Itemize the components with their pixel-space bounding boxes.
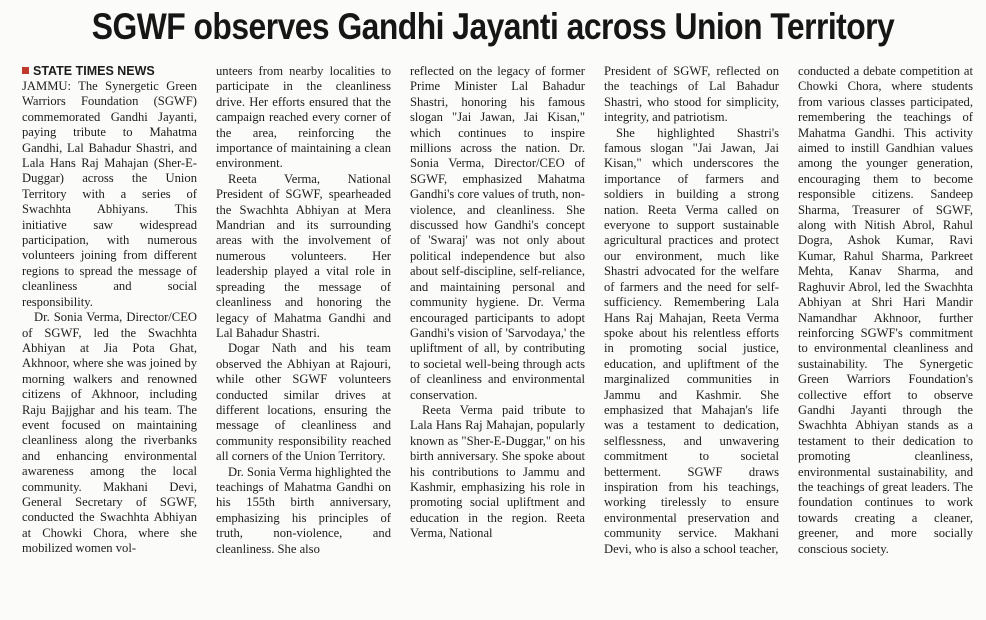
byline-square-icon [22,67,29,74]
paragraph: unteers from nearby localities to participate in the cleanliness drive. Her efforts ensured that the campaign reached every corner of the area, reinforcing the importance of maintaining a clean environment. [216,64,391,171]
paragraph: She highlighted Shastri's famous slogan "Jai Jawan, Jai Kisan," which underscores the importance of farmers and soldiers in building a strong nation. Reeta Verma called on everyone to support sustainable agricultural practices and protect our environment, much like Shastri advocated for the welfare of farmers and the need for self-sufficiency. Remembering Lala Hans Raj Mahajan, Reeta Verma spoke about his relentless efforts in promoting social justice, education, and upliftment of the marginalized communities in Jammu and Kashmir. She emphasized that Mahajan's life was a testament to dedication, selflessness, and unwavering commitment to societal betterment. SGWF draws inspiration from his teachings, working tirelessly to ensure environmental preservation and community service. Makhani Devi, who is also a school teacher, [604,125,779,556]
article-column-4 [604,64,779,616]
paragraph: reflected on the legacy of former Prime Minister Lal Bahadur Shastri, honoring his famous slogan "Jai Jawan, Jai Kisan," which continues to inspire millions across the nation. Dr. Sonia Verma, Director/CEO of SGWF, emphasized Mahatma Gandhi's core values of truth, non-violence, and cleanliness. She discussed how Gandhi's concept of 'Swaraj' was not only about political independence but also about self-discipline, self-reliance, and maintaining personal and community hygiene. Dr. Verma encouraged participants to adopt Gandhi's vision of 'Sarvodaya,' the upliftment of all, by contributing to societal well-being through acts of cleanliness and environmental conservation. [410,64,585,402]
article-column-1 [22,64,197,616]
article-column-5 [798,64,973,616]
byline [22,64,197,79]
paragraph: President of SGWF, reflected on the teachings of Lal Bahadur Shastri, who stood for simplicity, integrity, and patriotism. [604,64,779,125]
paragraph: Reeta Verma, National President of SGWF, spearheaded the Swachhta Abhiyan at Mera Mandrian and its surrounding areas with the involvement of numerous volunteers. Her leadership played a vital role in spreading the message of cleanliness and honoring the legacy of Mahatma Gandhi and Lal Bahadur Shastri. [216,171,391,340]
headline: SGWF observes Gandhi Jayanti across Union Territory [91,6,895,47]
article-column-2 [216,64,391,616]
paragraph: JAMMU: The Synergetic Green Warriors Foundation (SGWF) commemorated Gandhi Jayanti, paying tribute to Mahatma Gandhi, Lal Bahadur Shastri, and Lala Hans Raj Mahajan (Sher-E-Duggar) across the Union Territory with a series of Swachhta Abhiyans. This initiative saw widespread participation, with numerous volunteers joining from different regions to spread the message of cleanliness and social responsibility. [22,79,197,309]
paragraph: Reeta Verma paid tribute to Lala Hans Raj Mahajan, popularly known as "Sher-E-Duggar," on his birth anniversary. She spoke about his contributions to Jammu and Kashmir, emphasizing his role in promoting social upliftment and education in the region. Reeta Verma, National [410,402,585,541]
article-body [22,64,976,616]
paragraph: conducted a debate competition at Chowki Chora, where students from various classes participated, remembering the teachings of Mahatma Gandhi. This activity aimed to instill Gandhian values among the younger generation, encouraging them to become responsible citizens. Sandeep Sharma, Treasurer of SGWF, along with Nitish Abrol, Rahul Dogra, Ashok Kumar, Ravi Kumar, Rahul Sharma, Parkreet Mehta, Kanav Sharma, and Raghuvir Abrol, led the Swachhta Abhiyan at Shri Hari Mandir Namandhar Akhnoor, further reinforcing SGWF's commitment to environmental cleanliness and sustainability. The Synergetic Green Warriors Foundation's collective effort to observe Gandhi Jayanti through the Swachhta Abhiyan stands as a testament to their dedication to promoting cleanliness, environmental sustainability, and the teachings of great leaders. The foundation continues to work towards creating a cleaner, greener, and more socially conscious society. [798,64,973,556]
paragraph: Dr. Sonia Verma, Director/CEO of SGWF, led the Swachhta Abhiyan at Jia Pota Ghat, Akhnoor, where she was joined by morning walkers and renowned citizens of Akhnoor, including Raju Bajjghar and his team. The event focused on maintaining cleanliness along the riverbanks and enhancing environmental awareness among the local community. Makhani Devi, General Secretary of SGWF, conducted the Swachhta Abhiyan at Chowki Chora, where she mobilized women vol- [22,310,197,556]
paragraph: Dr. Sonia Verma highlighted the teachings of Mahatma Gandhi on his 155th birth anniversary, emphasizing his principles of truth, non-violence, and cleanliness. She also [216,464,391,556]
paragraph: Dogar Nath and his team observed the Abhiyan at Rajouri, while other SGWF volunteers conducted similar drives at different locations, ensuring the message of cleanliness and community responsibility reached all corners of the Union Territory. [216,341,391,464]
article-column-3 [410,64,585,616]
byline-text: STATE TIMES NEWS [33,64,155,78]
